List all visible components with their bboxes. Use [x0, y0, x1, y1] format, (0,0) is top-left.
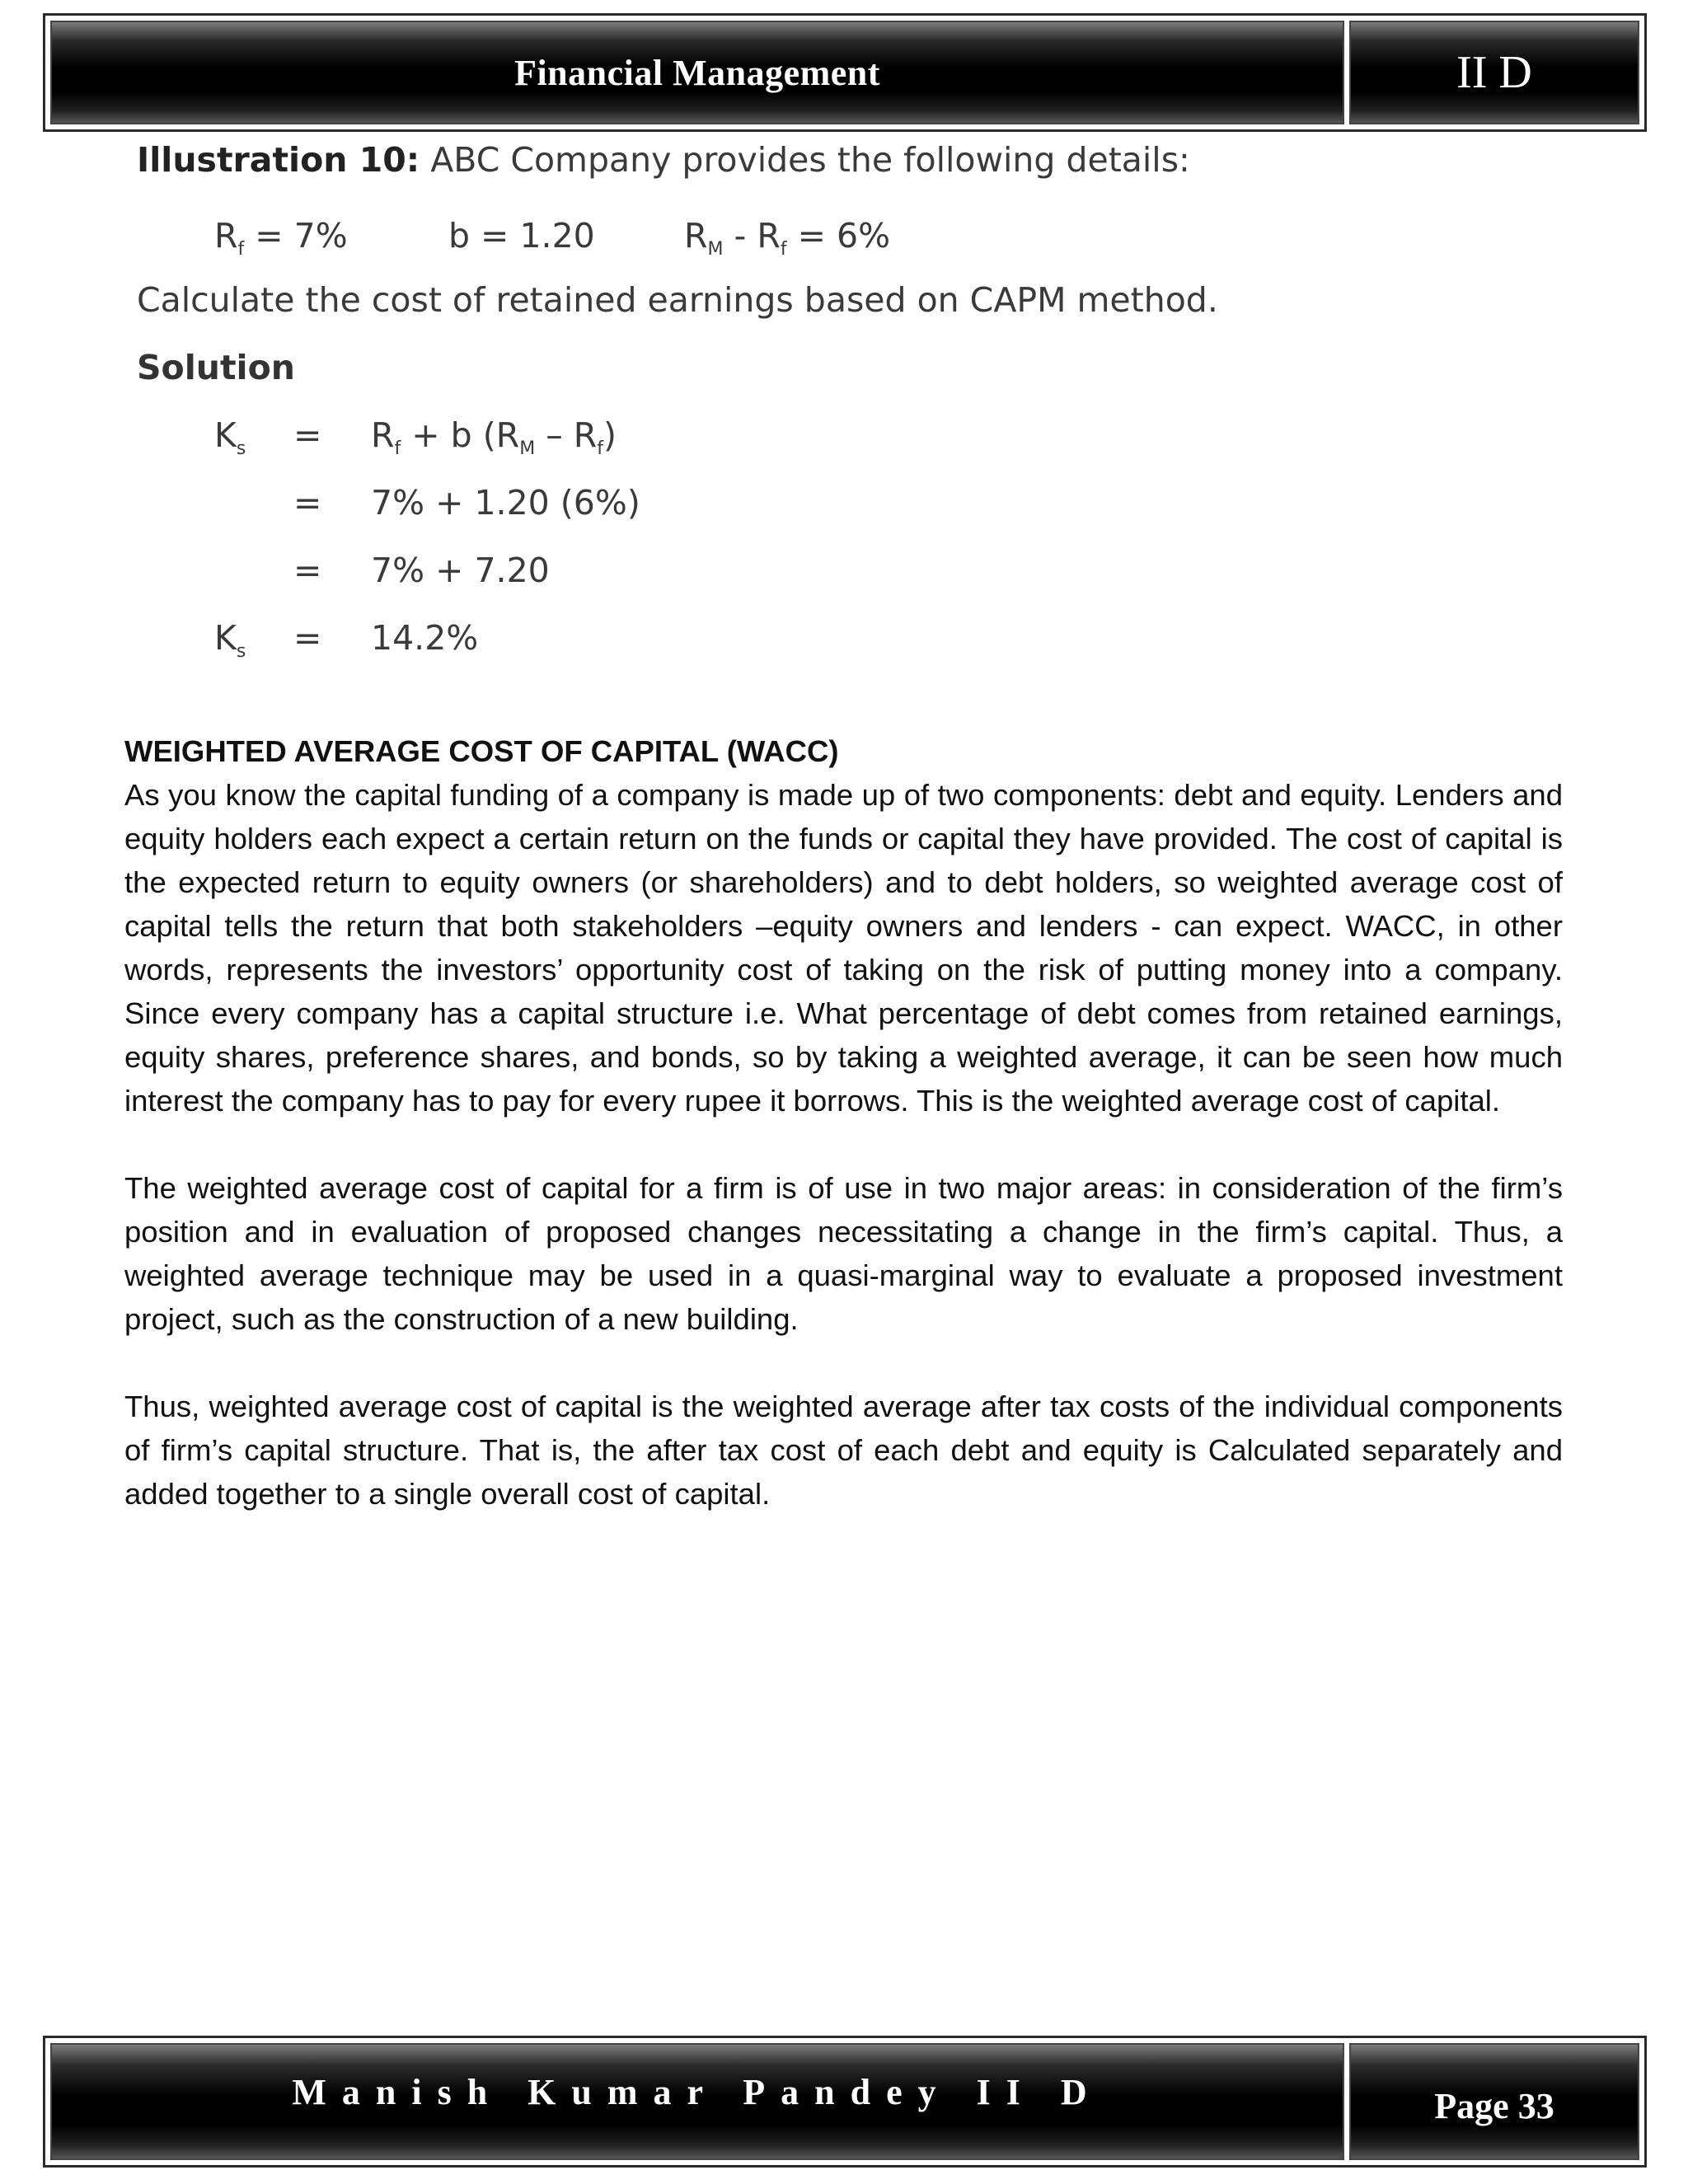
illustration-label: Illustration 10: — [137, 140, 420, 180]
illustration-heading — [137, 140, 1190, 180]
step-4-lhs: $K_s$ — [214, 618, 246, 663]
step-4-result: 14.2% — [371, 618, 479, 658]
given-rf: $R_f = 7\%$ — [214, 216, 348, 260]
page-header — [43, 13, 1647, 132]
given-market-premium: $R_M - R_f = 6\%$ — [684, 216, 891, 260]
illustration-intro: ABC Company provides the following details: — [430, 140, 1190, 180]
page-footer — [43, 2036, 1647, 2168]
step-1-lhs: $K_s$ — [214, 415, 246, 460]
step-3-value: 7% + 7.20 — [371, 551, 550, 590]
header-code: II D — [1456, 47, 1532, 98]
illustration-question: Calculate the cost of retained earnings based on CAPM method. — [137, 280, 1218, 320]
footer-page-box — [1349, 2043, 1639, 2160]
footer-author-box — [50, 2043, 1344, 2160]
step-2-equals: = — [293, 483, 322, 523]
page-number: Page 33 — [1434, 2085, 1554, 2126]
step-1-equals: = — [293, 415, 322, 455]
paragraph-2: The weighted average cost of capital for a firm is of use in two major areas: in consideration of the firm’s position and in evaluation of proposed changes necessitating a change in the firm’s capital. Thus, a weighted average technique may be used in a quasi-marginal way to evaluate a proposed investment project, such as the construction of a new building. — [124, 1171, 1563, 1336]
wacc-section — [124, 729, 1563, 1559]
section-heading: WEIGHTED AVERAGE COST OF CAPITAL (WACC) — [124, 734, 839, 768]
step-4-equals: = — [293, 618, 322, 658]
step-2-value: 7% + 1.20 (6%) — [371, 483, 640, 523]
header-code-box — [1349, 21, 1639, 124]
step-3-equals: = — [293, 551, 322, 590]
paragraph-3: Thus, weighted average cost of capital is the weighted average after tax costs of the individual components of firm’s capital structure. That is, the after tax cost of each debt and equity is Calculated separately and added together to a single overall cost of capital. — [124, 1390, 1563, 1511]
header-title: Financial Management — [514, 52, 880, 93]
header-title-box — [50, 21, 1344, 124]
footer-author: Manish Kumar Pandey II D — [292, 2071, 1103, 2112]
paragraph-1: As you know the capital funding of a company is made up of two components: debt and equity. Lenders and equity holders each expect a certain return on the funds or capital they have provided. The cost of capital is the expected return to equity owners (or shareholders) and to debt holders, so weighted average cost of capital tells the return that both stakeholders –equity owners and lenders - can expect. WACC, in other words, represents the investors’ opportunity cost of taking on the risk of putting money into a company. Since every company has a capital structure i.e. What percentage of debt comes from retained earnings, equity shares, preference shares, and bonds, so by taking a weighted average, it can be seen how much interest the company has to pay for every rupee it borrows. This is the weighted average cost of capital. — [124, 778, 1563, 1118]
given-beta: b = 1.20 — [448, 216, 595, 255]
step-1-formula: $R_f + b$ $(R_M - R_f)$ — [371, 415, 617, 460]
solution-label: Solution — [137, 348, 295, 387]
